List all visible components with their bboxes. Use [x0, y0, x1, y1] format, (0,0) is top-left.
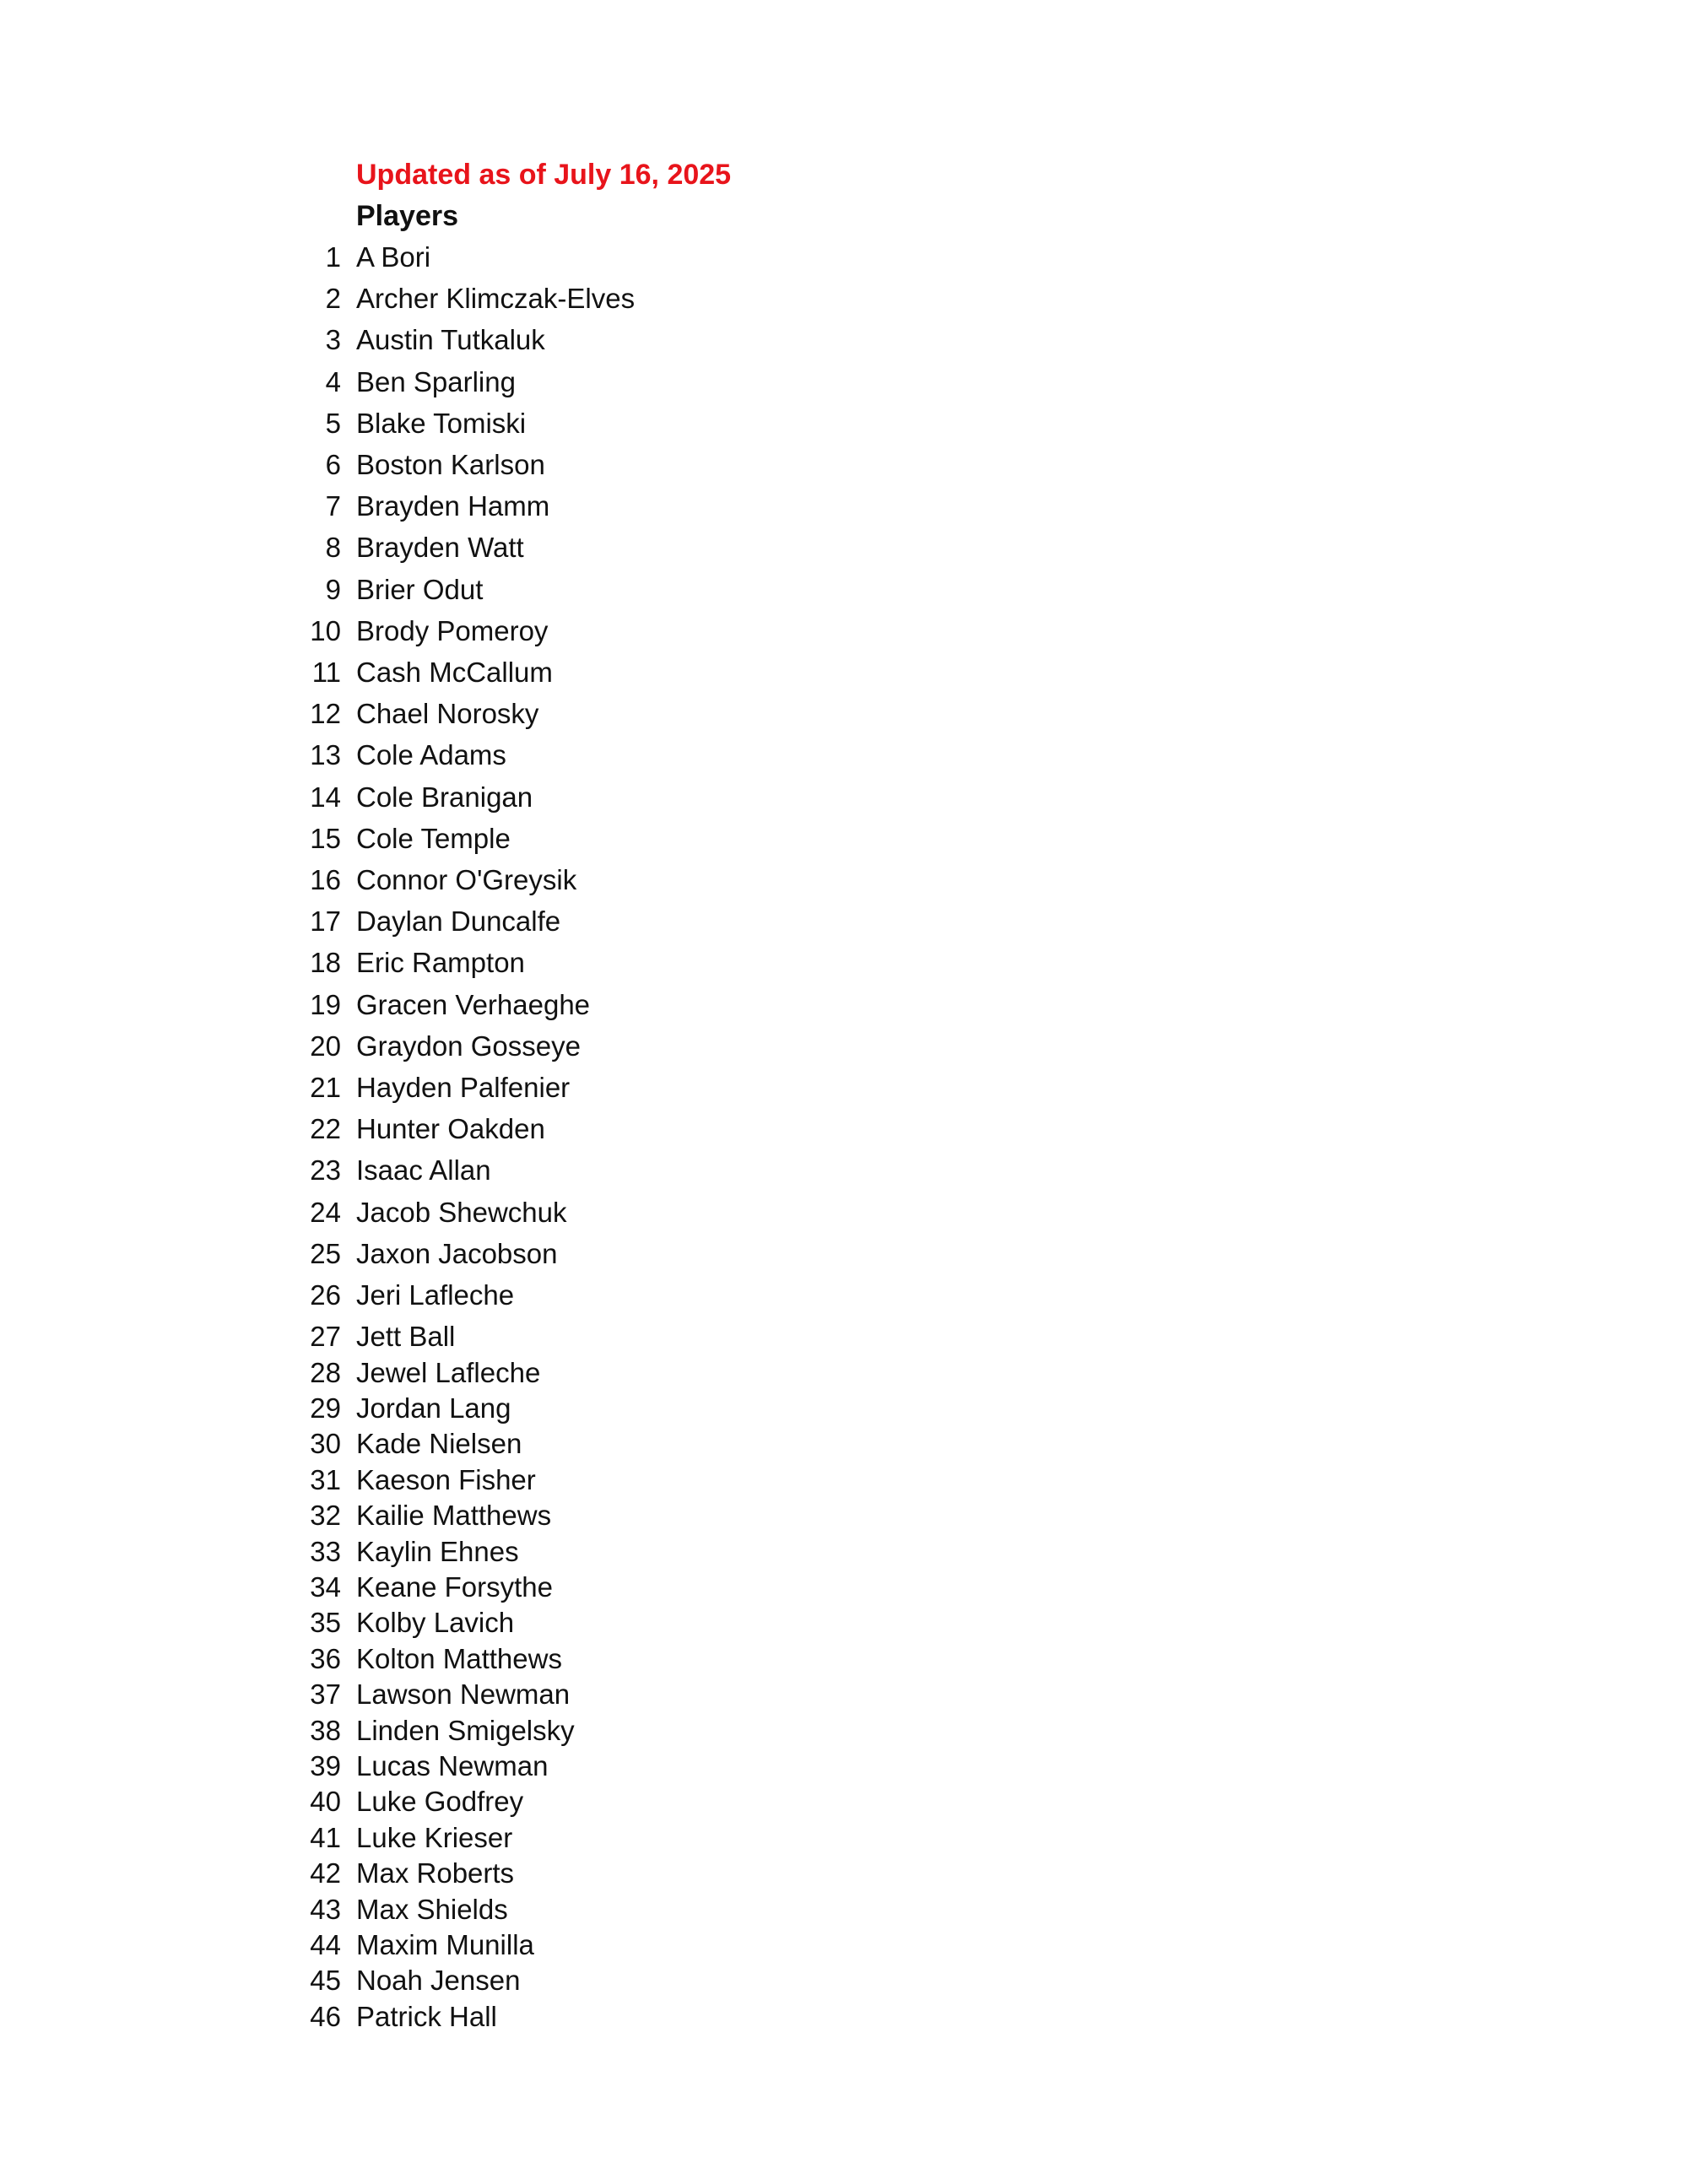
player-number: 35 — [310, 1607, 341, 1638]
list-item — [0, 2001, 844, 2036]
player-name: Daylan Duncalfe — [356, 905, 561, 937]
list-item — [0, 1392, 844, 1428]
player-name: Max Shields — [356, 1894, 508, 1925]
player-number: 41 — [310, 1822, 341, 1853]
list-item — [0, 1894, 844, 1929]
player-name: Cole Branigan — [356, 781, 533, 813]
player-name: Brayden Watt — [356, 532, 524, 563]
list-item — [0, 1536, 844, 1571]
player-number: 19 — [310, 989, 341, 1020]
player-name: Keane Forsythe — [356, 1571, 553, 1603]
player-name: Linden Smigelsky — [356, 1715, 575, 1746]
list-item — [0, 1965, 844, 2000]
list-item — [0, 366, 844, 402]
list-item — [0, 698, 844, 733]
player-number: 39 — [310, 1750, 341, 1781]
player-number: 28 — [310, 1357, 341, 1388]
player-number: 20 — [310, 1030, 341, 1062]
player-number: 21 — [310, 1072, 341, 1103]
player-number: 25 — [310, 1238, 341, 1269]
list-item — [0, 657, 844, 692]
list-item — [0, 1238, 844, 1273]
player-number: 26 — [310, 1279, 341, 1311]
player-number: 23 — [310, 1154, 341, 1186]
list-item — [0, 1428, 844, 1463]
player-name: Gracen Verhaeghe — [356, 989, 591, 1020]
player-number: 38 — [310, 1715, 341, 1746]
player-number: 45 — [310, 1965, 341, 1996]
player-name: A Bori — [356, 241, 431, 273]
list-item — [0, 947, 844, 982]
list-item — [0, 1279, 844, 1315]
player-number: 29 — [310, 1392, 341, 1424]
list-item — [0, 1113, 844, 1149]
player-number: 43 — [310, 1894, 341, 1925]
list-item — [0, 1321, 844, 1356]
list-item — [0, 1750, 844, 1786]
list-item — [0, 1643, 844, 1679]
list-item — [0, 574, 844, 609]
list-item — [0, 864, 844, 900]
list-item — [0, 823, 844, 858]
list-item — [0, 1030, 844, 1066]
player-name: Jaxon Jacobson — [356, 1238, 558, 1269]
list-item — [0, 1357, 844, 1392]
player-number: 13 — [310, 739, 341, 770]
player-name: Chael Norosky — [356, 698, 539, 729]
player-name: Lawson Newman — [356, 1679, 571, 1710]
list-item — [0, 532, 844, 567]
player-name: Graydon Gosseye — [356, 1030, 581, 1062]
player-number: 36 — [310, 1643, 341, 1674]
player-number: 37 — [310, 1679, 341, 1710]
player-name: Brier Odut — [356, 574, 484, 605]
list-item — [0, 905, 844, 941]
player-name: Isaac Allan — [356, 1154, 491, 1186]
player-number: 12 — [310, 698, 341, 729]
player-number: 5 — [325, 408, 341, 439]
player-name: Hayden Palfenier — [356, 1072, 571, 1103]
list-item — [0, 615, 844, 651]
player-name: Kaeson Fisher — [356, 1464, 536, 1495]
list-item — [0, 1072, 844, 1107]
list-item — [0, 1607, 844, 1642]
player-name: Brody Pomeroy — [356, 615, 549, 646]
player-number: 46 — [310, 2001, 341, 2032]
player-name: Maxim Munilla — [356, 1929, 534, 1960]
player-number: 22 — [310, 1113, 341, 1144]
player-name: Jacob Shewchuk — [356, 1197, 567, 1228]
player-number: 1 — [325, 241, 341, 273]
list-item — [0, 324, 844, 359]
list-item — [0, 1197, 844, 1232]
player-number: 8 — [325, 532, 341, 563]
list-item — [0, 1500, 844, 1535]
player-name: Blake Tomiski — [356, 408, 527, 439]
player-name: Boston Karlson — [356, 449, 545, 480]
player-name: Jordan Lang — [356, 1392, 511, 1424]
list-item — [0, 989, 844, 1024]
player-number: 3 — [325, 324, 341, 355]
player-name: Kolton Matthews — [356, 1643, 562, 1674]
player-name: Cole Adams — [356, 739, 506, 770]
player-number: 44 — [310, 1929, 341, 1960]
player-number: 2 — [325, 283, 341, 314]
player-number: 14 — [310, 781, 341, 813]
player-number: 32 — [310, 1500, 341, 1531]
player-number: 16 — [310, 864, 341, 895]
player-number: 17 — [310, 905, 341, 937]
player-name: Patrick Hall — [356, 2001, 497, 2032]
player-name: Max Roberts — [356, 1857, 515, 1889]
player-name: Luke Krieser — [356, 1822, 513, 1853]
player-name: Kailie Matthews — [356, 1500, 552, 1531]
player-number: 34 — [310, 1571, 341, 1603]
list-item — [0, 490, 844, 526]
player-number: 42 — [310, 1857, 341, 1889]
player-name: Archer Klimczak-Elves — [356, 283, 636, 314]
player-name: Connor O'Greysik — [356, 864, 577, 895]
player-name: Hunter Oakden — [356, 1113, 545, 1144]
list-item — [0, 1857, 844, 1893]
player-name: Jett Ball — [356, 1321, 456, 1352]
player-name: Ben Sparling — [356, 366, 516, 397]
list-item — [0, 1715, 844, 1750]
player-number: 40 — [310, 1786, 341, 1817]
player-name: Brayden Hamm — [356, 490, 550, 522]
player-number: 24 — [310, 1197, 341, 1228]
list-item — [0, 1786, 844, 1821]
player-name: Eric Rampton — [356, 947, 525, 978]
player-number: 15 — [310, 823, 341, 854]
player-number: 6 — [325, 449, 341, 480]
player-number: 7 — [325, 490, 341, 522]
list-item — [0, 739, 844, 775]
list-item — [0, 241, 844, 277]
updated-date-label: Updated as of July 16, 2025 — [356, 159, 732, 191]
player-number: 11 — [311, 657, 341, 688]
list-item — [0, 1822, 844, 1857]
player-name: Austin Tutkaluk — [356, 324, 545, 355]
player-name: Cash McCallum — [356, 657, 553, 688]
list-item — [0, 283, 844, 318]
list-item — [0, 1154, 844, 1190]
list-item — [0, 449, 844, 484]
player-name: Noah Jensen — [356, 1965, 521, 1996]
player-number: 31 — [310, 1464, 341, 1495]
player-name: Jewel Lafleche — [356, 1357, 541, 1388]
player-name: Kolby Lavich — [356, 1607, 515, 1638]
player-number: 33 — [310, 1536, 341, 1567]
list-item — [0, 1679, 844, 1714]
player-number: 9 — [325, 574, 341, 605]
player-number: 4 — [325, 366, 341, 397]
list-item — [0, 1571, 844, 1607]
players-column-header: Players — [356, 200, 458, 232]
player-name: Kade Nielsen — [356, 1428, 522, 1459]
player-name: Lucas Newman — [356, 1750, 549, 1781]
player-name: Jeri Lafleche — [356, 1279, 515, 1311]
player-name: Kaylin Ehnes — [356, 1536, 519, 1567]
list-item — [0, 781, 844, 817]
player-name: Luke Godfrey — [356, 1786, 524, 1817]
player-number: 10 — [310, 615, 341, 646]
list-item — [0, 1464, 844, 1500]
player-name: Cole Temple — [356, 823, 511, 854]
player-number: 27 — [310, 1321, 341, 1352]
player-number: 30 — [310, 1428, 341, 1459]
player-number: 18 — [310, 947, 341, 978]
list-item — [0, 1929, 844, 1965]
list-item — [0, 408, 844, 443]
